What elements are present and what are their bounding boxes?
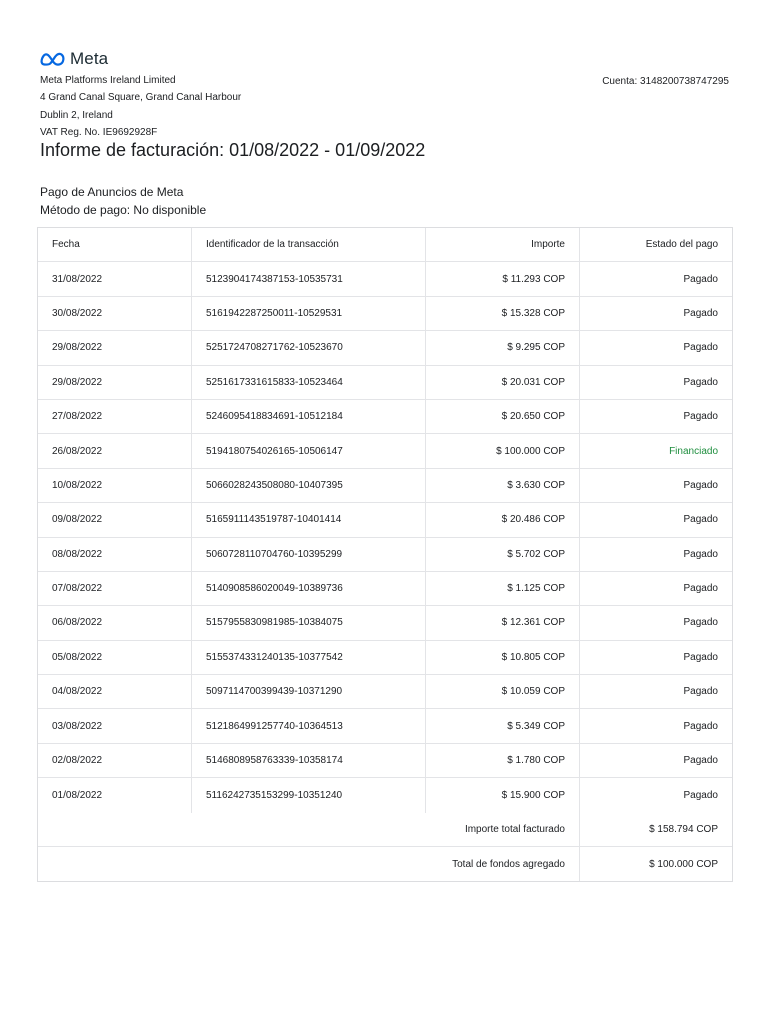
cell-amount: $ 5.702 COP bbox=[426, 538, 580, 571]
cell-amount: $ 15.328 COP bbox=[426, 297, 580, 330]
cell-amount: $ 3.630 COP bbox=[426, 469, 580, 502]
cell-date: 26/08/2022 bbox=[38, 434, 192, 467]
section-title: Pago de Anuncios de Meta bbox=[40, 185, 184, 199]
total-funds-value: $ 100.000 COP bbox=[649, 858, 718, 870]
table-row bbox=[38, 469, 732, 503]
cell-payment-status: Pagado bbox=[683, 755, 718, 767]
billing-table bbox=[37, 227, 733, 882]
cell-amount: $ 20.650 COP bbox=[426, 400, 580, 433]
cell-amount: $ 12.361 COP bbox=[426, 606, 580, 639]
total-billed-row bbox=[38, 813, 732, 847]
total-funds-label: Total de fondos agregado bbox=[38, 847, 580, 881]
table-row bbox=[38, 262, 732, 296]
cell-payment-status: Pagado bbox=[683, 651, 718, 663]
header-transaction-id: Identificador de la transacción bbox=[192, 228, 426, 261]
cell-payment-status: Pagado bbox=[683, 686, 718, 698]
cell-payment-status: Pagado bbox=[683, 548, 718, 560]
cell-amount: $ 1.125 COP bbox=[426, 572, 580, 605]
table-row bbox=[38, 538, 732, 572]
cell-transaction-id: 5155374331240135-10377542 bbox=[192, 641, 426, 674]
cell-amount: $ 20.031 COP bbox=[426, 366, 580, 399]
cell-transaction-id: 5246095418834691-10512184 bbox=[192, 400, 426, 433]
table-row bbox=[38, 675, 732, 709]
table-header-row bbox=[38, 228, 732, 262]
cell-payment-status: Pagado bbox=[683, 273, 718, 285]
table-row bbox=[38, 366, 732, 400]
payment-method: Método de pago: No disponible bbox=[40, 203, 207, 217]
cell-date: 27/08/2022 bbox=[38, 400, 192, 433]
table-row bbox=[38, 400, 732, 434]
cell-payment-status: Pagado bbox=[683, 376, 718, 388]
cell-transaction-id: 5060728110704760-10395299 bbox=[192, 538, 426, 571]
cell-transaction-id: 5123904174387153-10535731 bbox=[192, 262, 426, 295]
cell-transaction-id: 5251724708271762-10523670 bbox=[192, 331, 426, 364]
meta-logo bbox=[40, 49, 108, 69]
cell-date: 29/08/2022 bbox=[38, 331, 192, 364]
cell-date: 04/08/2022 bbox=[38, 675, 192, 708]
table-row bbox=[38, 709, 732, 743]
cell-transaction-id: 5097114700399439-10371290 bbox=[192, 675, 426, 708]
total-funds-row bbox=[38, 847, 732, 881]
cell-date: 02/08/2022 bbox=[38, 744, 192, 777]
cell-payment-status: Pagado bbox=[683, 583, 718, 595]
cell-amount: $ 9.295 COP bbox=[426, 331, 580, 364]
cell-transaction-id: 5161942287250011-10529531 bbox=[192, 297, 426, 330]
cell-date: 01/08/2022 bbox=[38, 778, 192, 812]
cell-payment-status: Pagado bbox=[683, 514, 718, 526]
cell-amount: $ 100.000 COP bbox=[426, 434, 580, 467]
cell-amount: $ 10.805 COP bbox=[426, 641, 580, 674]
vat-number: VAT Reg. No. IE9692928F bbox=[40, 127, 158, 138]
cell-payment-status: Pagado bbox=[683, 342, 718, 354]
header-date: Fecha bbox=[38, 228, 192, 261]
account-number: Cuenta: 3148200738747295 bbox=[602, 76, 729, 87]
cell-payment-status: Pagado bbox=[683, 720, 718, 732]
table-row bbox=[38, 434, 732, 468]
company-name: Meta Platforms Ireland Limited bbox=[40, 75, 176, 86]
cell-date: 05/08/2022 bbox=[38, 641, 192, 674]
cell-transaction-id: 5157955830981985-10384075 bbox=[192, 606, 426, 639]
cell-date: 29/08/2022 bbox=[38, 366, 192, 399]
cell-date: 09/08/2022 bbox=[38, 503, 192, 536]
cell-transaction-id: 5251617331615833-10523464 bbox=[192, 366, 426, 399]
cell-date: 06/08/2022 bbox=[38, 606, 192, 639]
table-row bbox=[38, 297, 732, 331]
cell-amount: $ 11.293 COP bbox=[426, 262, 580, 295]
cell-date: 07/08/2022 bbox=[38, 572, 192, 605]
cell-transaction-id: 5121864991257740-10364513 bbox=[192, 709, 426, 742]
total-billed-value: $ 158.794 COP bbox=[649, 823, 718, 835]
cell-amount: $ 5.349 COP bbox=[426, 709, 580, 742]
cell-transaction-id: 5194180754026165-10506147 bbox=[192, 434, 426, 467]
header-payment-status: Estado del pago bbox=[645, 239, 718, 251]
logo-text: Meta bbox=[70, 49, 109, 68]
cell-payment-status: Pagado bbox=[683, 789, 718, 801]
cell-amount: $ 15.900 COP bbox=[426, 778, 580, 812]
cell-date: 03/08/2022 bbox=[38, 709, 192, 742]
cell-payment-status: Pagado bbox=[683, 479, 718, 491]
company-address-line-1: 4 Grand Canal Square, Grand Canal Harbour bbox=[40, 92, 242, 103]
cell-amount: $ 20.486 COP bbox=[426, 503, 580, 536]
cell-transaction-id: 5066028243508080-10407395 bbox=[192, 469, 426, 502]
report-title: Informe de facturación: 01/08/2022 - 01/09/2022 bbox=[40, 140, 426, 160]
meta-infinity-icon bbox=[40, 52, 66, 66]
cell-transaction-id: 5116242735153299-10351240 bbox=[192, 778, 426, 812]
cell-date: 08/08/2022 bbox=[38, 538, 192, 571]
table-row bbox=[38, 331, 732, 365]
cell-payment-status: Pagado bbox=[683, 411, 718, 423]
header-amount: Importe bbox=[426, 228, 580, 261]
cell-payment-status: Pagado bbox=[683, 307, 718, 319]
cell-date: 10/08/2022 bbox=[38, 469, 192, 502]
table-row bbox=[38, 572, 732, 606]
cell-transaction-id: 5140908586020049-10389736 bbox=[192, 572, 426, 605]
cell-payment-status: Financiado bbox=[669, 445, 718, 457]
table-row bbox=[38, 641, 732, 675]
cell-amount: $ 10.059 COP bbox=[426, 675, 580, 708]
table-row bbox=[38, 503, 732, 537]
cell-amount: $ 1.780 COP bbox=[426, 744, 580, 777]
cell-date: 31/08/2022 bbox=[38, 262, 192, 295]
table-row bbox=[38, 744, 732, 778]
company-address-line-2: Dublin 2, Ireland bbox=[40, 110, 113, 121]
table-row bbox=[38, 606, 732, 640]
cell-payment-status: Pagado bbox=[683, 617, 718, 629]
cell-transaction-id: 5165911143519787-10401414 bbox=[192, 503, 426, 536]
cell-date: 30/08/2022 bbox=[38, 297, 192, 330]
total-billed-label: Importe total facturado bbox=[38, 813, 580, 846]
table-row bbox=[38, 778, 732, 812]
cell-transaction-id: 5146808958763339-10358174 bbox=[192, 744, 426, 777]
